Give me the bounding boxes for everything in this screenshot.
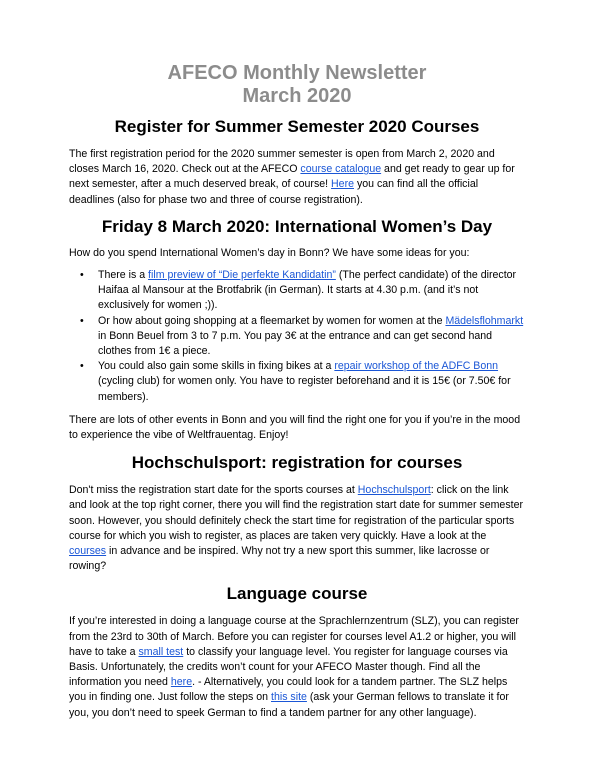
deadlines-here-link[interactable]: Here (331, 178, 354, 191)
text-span: There is a (98, 269, 149, 282)
text-span: If you’re interested in doing a language course at the Sprachlernzentrum (SLZ), you can register from the 23rd to 30th of March. Before you can register for courses level A1.2 or higher, you will have to take a (69, 615, 519, 658)
paragraph-hochschulsport (69, 483, 525, 574)
newsletter-title (69, 62, 525, 108)
text-span: Or how about going shopping at a fleemarket by women for women at the (98, 314, 446, 327)
paragraph-womens-intro: How do you spend International Women’s day in Bonn? We have some ideas for you: (69, 246, 470, 259)
bullet-icon: • (80, 269, 84, 282)
maedelsflohmarkt-link[interactable]: Mädelsflohmarkt (445, 314, 524, 327)
text-span: in advance and be inspired. Why not try a new sport this summer, like lacrosse or rowing? (69, 545, 490, 573)
bullet-icon: • (80, 314, 84, 327)
paragraph-language-course (69, 614, 525, 720)
small-test-link[interactable]: small test (138, 645, 184, 658)
list-item (80, 314, 525, 360)
text-span: Don't miss the registration start date for the sports courses at (69, 484, 358, 497)
section-heading-register: Register for Summer Semester 2020 Courses (114, 117, 480, 136)
course-catalogue-link[interactable]: course catalogue (300, 163, 382, 176)
paragraph-womens-outro: There are lots of other events in Bonn and you will find the right one for you if you’re in the mood to experience the vibe of Weltfrauentag. Enjoy! (69, 413, 521, 442)
text-span: and get ready to gear up for next semester, after a much deserved break, of course! (69, 163, 515, 191)
text-span: (The perfect candidate) of the director Haifaa al Mansour at the Brotfabrik (in German). It starts at 4.30 p.m. (and it’s not exclusively for women ;)). (98, 269, 517, 312)
newsletter-title-line2: March 2020 (242, 85, 352, 107)
text-span: in Bonn Beuel from 3 to 7 p.m. You pay 3€ at the entrance and can get second hand clothes from 1€ a piece. (98, 329, 493, 358)
text-span: : click on the link and look at the top right corner, there you will find the registration start date for summer semester soon. However, you should definitely check the start time for registration of the particular sports course for which you wish to register, as places are taken very quickly. Have a look at the (69, 484, 523, 542)
newsletter-title-line1: AFECO Monthly Newsletter (167, 62, 427, 84)
section-heading-hochschulsport: Hochschulsport: registration for courses (131, 453, 463, 473)
text-span: (ask your German fellows to translate it for you, you don’t need to speek German to find a tandem partner for any other language). (69, 691, 509, 719)
bullet-icon: • (80, 360, 84, 373)
language-info-here-link[interactable]: here (170, 676, 193, 689)
text-span: The first registration period for the 2020 summer semester is open from March 2, 2020 and closes March 16, 2020. Check out at the AFECO (69, 148, 495, 176)
list-item (80, 359, 525, 405)
section-heading-womens-day: Friday 8 March 2020: International Women’s Day (101, 216, 493, 236)
text-span: (cycling club) for women only. You have to register beforehand and it is 15€ (or 7.50€ for members). (98, 375, 511, 403)
adfc-workshop-link[interactable]: repair workshop of the ADFC Bonn (334, 360, 499, 373)
paragraph-register (69, 147, 525, 208)
text-span: You could also gain some skills in fixing bikes at a (98, 360, 335, 373)
tandem-site-link[interactable]: this site (271, 691, 307, 704)
courses-link[interactable]: courses (69, 545, 107, 558)
section-heading-language-course: Language course (226, 584, 368, 604)
film-preview-link[interactable]: film preview of “Die perfekte Kandidatin” (148, 269, 336, 282)
womens-day-list (69, 268, 525, 405)
text-span: . - Alternatively, you could look for a tandem partner. The SLZ helps you in finding one. Just follow the steps on (69, 676, 508, 704)
list-item (80, 268, 525, 314)
text-span: you can find all the official deadlines (also for phase two and three of course registration). (69, 178, 479, 206)
text-span: to classify your language level. You register for language courses via Basis. Unfortunately, the credits won’t count for your AFECO Master though. Find all the information you need (69, 645, 508, 689)
hochschulsport-link[interactable]: Hochschulsport (357, 484, 431, 497)
